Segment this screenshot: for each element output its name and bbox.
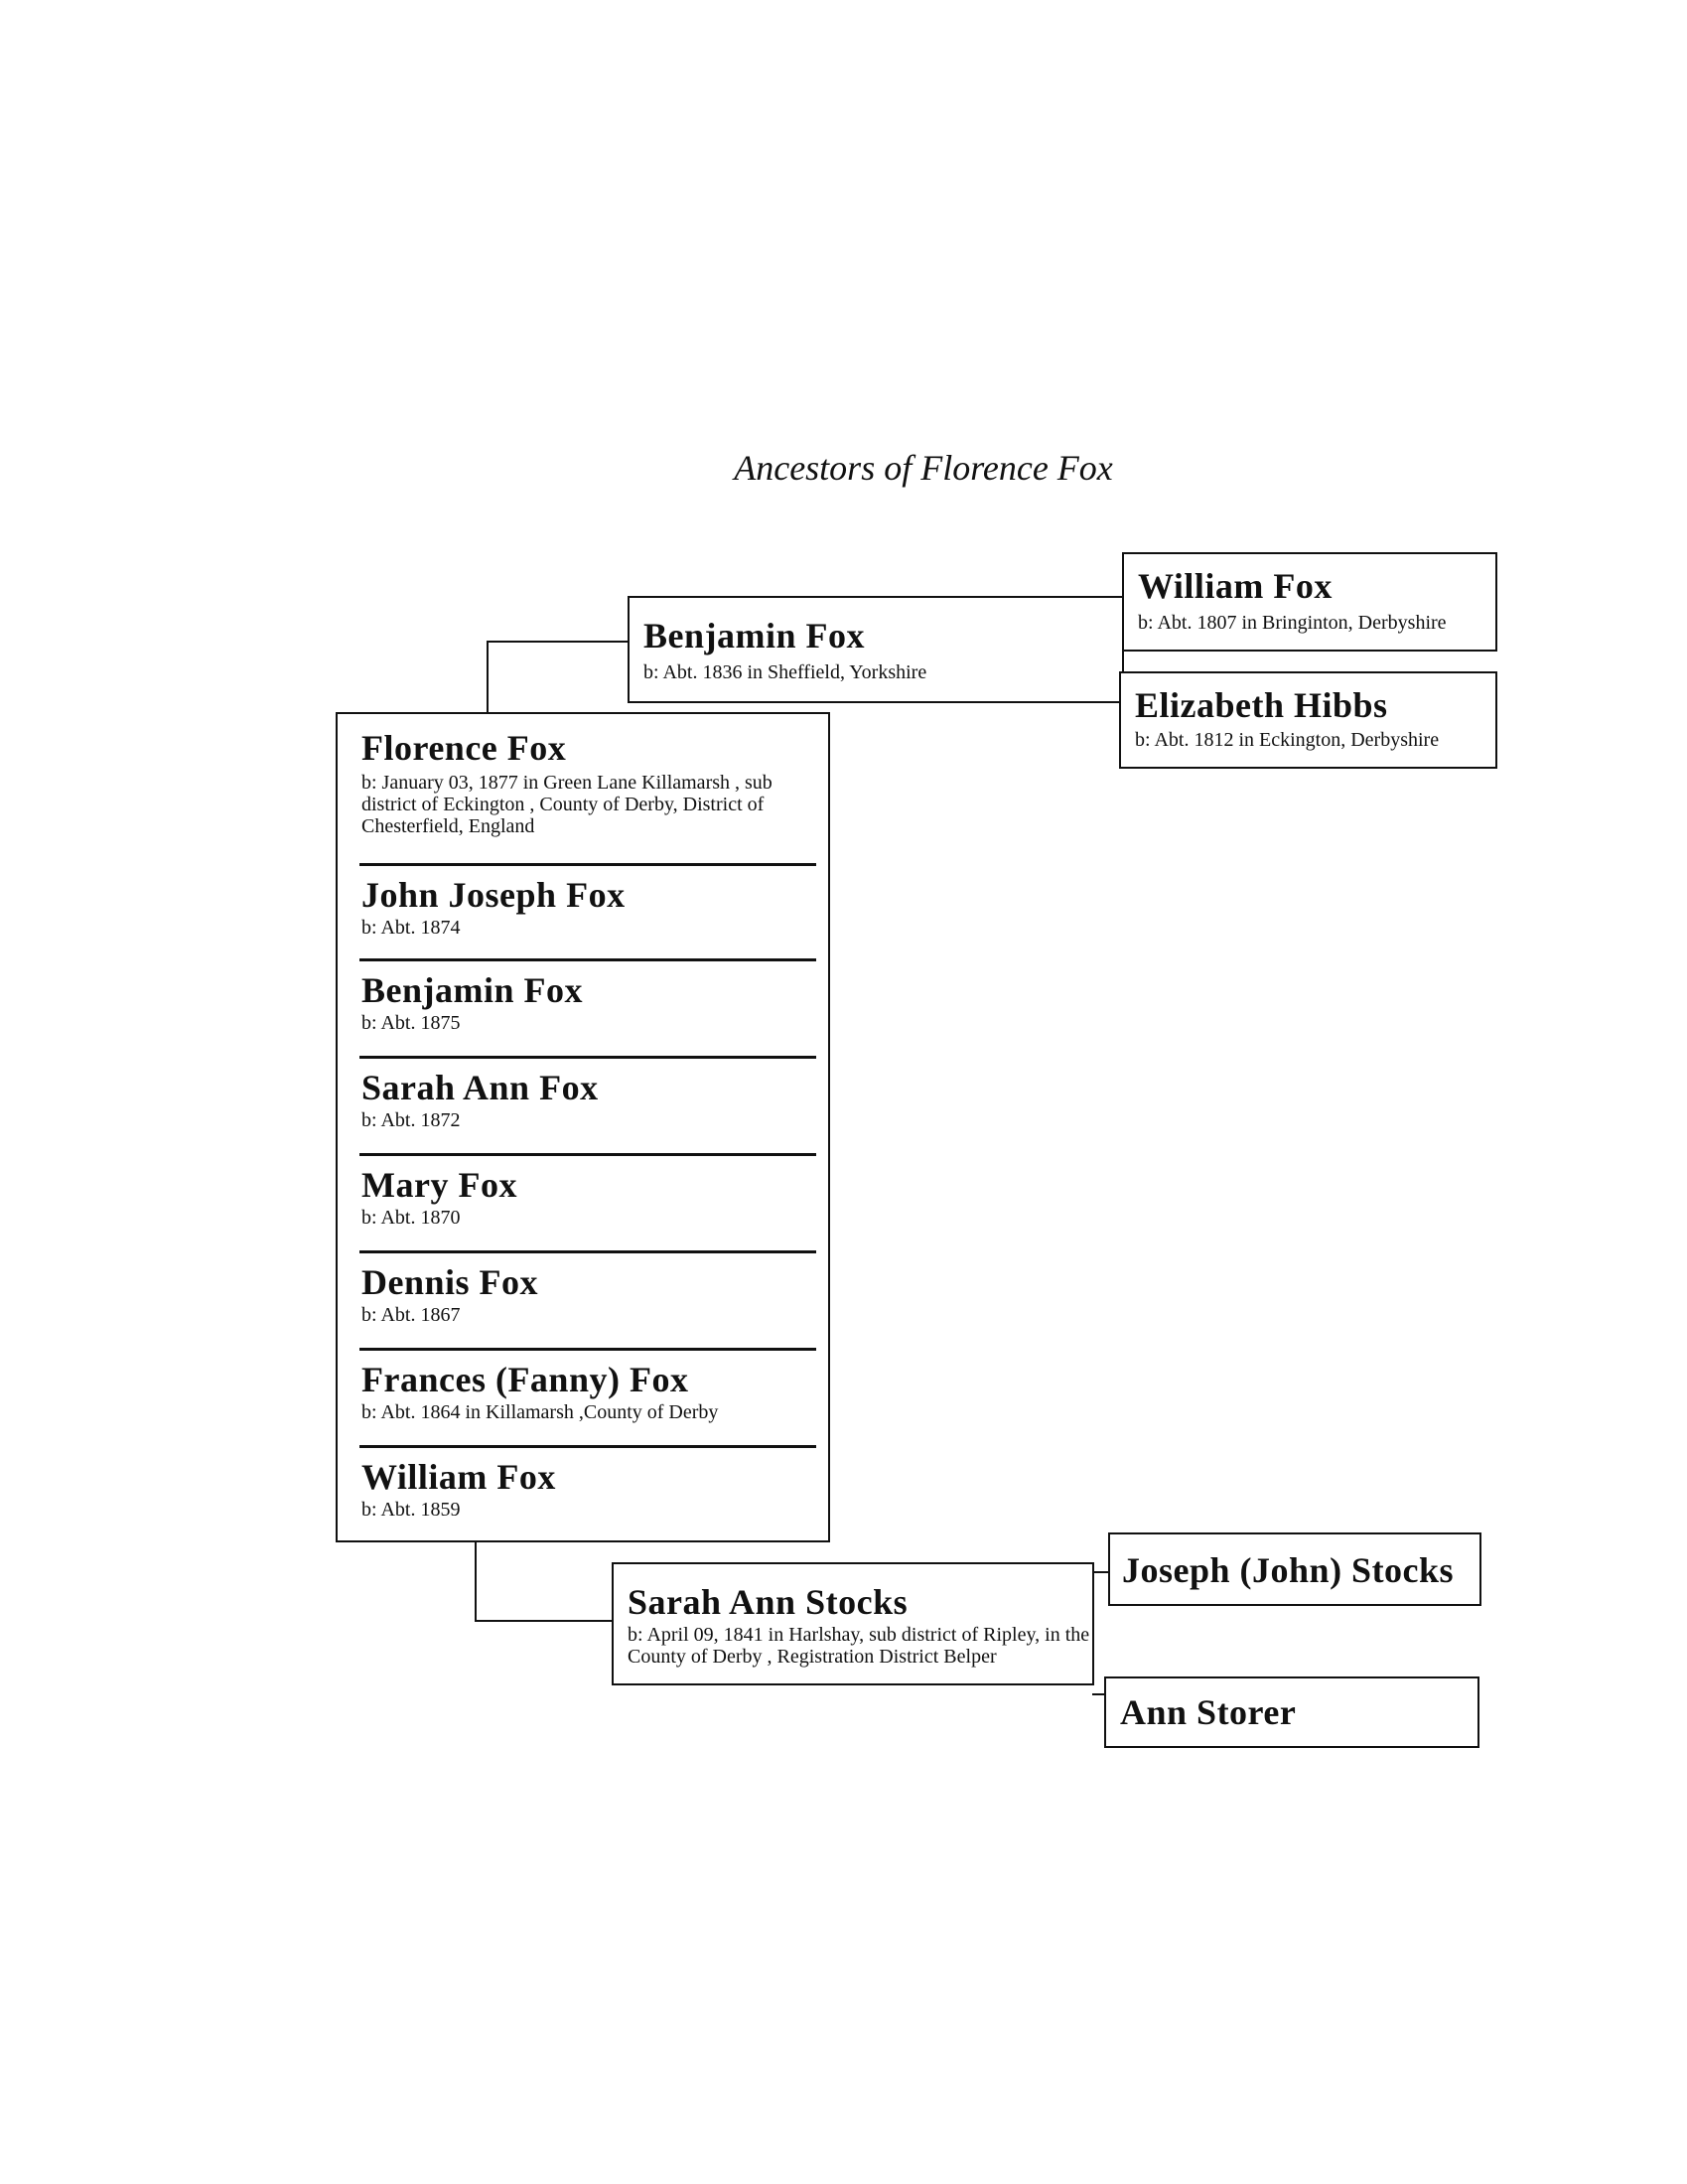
sibling-item [338, 1457, 828, 1521]
connector-father-to-subject-h [487, 641, 628, 643]
mother-name: Sarah Ann Stocks [628, 1582, 909, 1622]
sibling-item [338, 875, 828, 939]
page-title: Ancestors of Florence Fox [734, 448, 1113, 488]
paternal-grandmother-birth: b: Abt. 1812 in Eckington, Derbyshire [1135, 729, 1440, 751]
sibling-name: Frances (Fanny) Fox [361, 1360, 689, 1399]
subject-name: Florence Fox [361, 728, 567, 768]
sibling-name: Benjamin Fox [361, 970, 584, 1010]
sibling-item [338, 1165, 828, 1229]
sibling-birth: b: Abt. 1867 [361, 1304, 461, 1326]
paternal-grandmother-box [1119, 671, 1497, 769]
sibling-birth: b: Abt. 1864 in Killamarsh ,County of Derby [361, 1401, 719, 1423]
family-box [336, 712, 830, 1542]
sibling-divider [359, 958, 816, 961]
father-box [628, 596, 1124, 703]
maternal-grandmother-name: Ann Storer [1120, 1692, 1297, 1732]
connector-mother-to-subject-h [475, 1620, 614, 1622]
sibling-divider [359, 1056, 816, 1059]
paternal-grandfather-birth: b: Abt. 1807 in Bringinton, Derbyshire [1138, 612, 1447, 634]
sibling-name: Mary Fox [361, 1165, 517, 1205]
sibling-item [338, 1068, 828, 1131]
sibling-birth: b: Abt. 1870 [361, 1207, 461, 1229]
sibling-divider [359, 863, 816, 866]
sibling-name: William Fox [361, 1457, 556, 1497]
mother-box [612, 1562, 1094, 1685]
paternal-grandfather-box [1122, 552, 1497, 652]
maternal-grandfather-name: Joseph (John) Stocks [1122, 1550, 1455, 1590]
sibling-name: Dennis Fox [361, 1262, 539, 1302]
father-name: Benjamin Fox [643, 616, 866, 655]
sibling-item [338, 970, 828, 1034]
subject [338, 728, 828, 837]
sibling-name: John Joseph Fox [361, 875, 626, 915]
sibling-birth: b: Abt. 1859 [361, 1499, 461, 1521]
sibling-birth: b: Abt. 1872 [361, 1109, 461, 1131]
sibling-birth: b: Abt. 1874 [361, 917, 461, 939]
sibling-item [338, 1360, 828, 1423]
father-birth: b: Abt. 1836 in Sheffield, Yorkshire [643, 661, 927, 683]
sibling-name: Sarah Ann Fox [361, 1068, 599, 1107]
paternal-grandmother-name: Elizabeth Hibbs [1135, 685, 1388, 725]
sibling-divider [359, 1445, 816, 1448]
sibling-divider [359, 1348, 816, 1351]
maternal-grandfather-box [1108, 1532, 1481, 1606]
connector-father-to-subject-v [487, 641, 489, 712]
sibling-birth: b: Abt. 1875 [361, 1012, 461, 1034]
sibling-item [338, 1262, 828, 1326]
mother-birth: b: April 09, 1841 in Harlshay, sub district of Ripley, in the County of Derby , Registration District Belper [628, 1624, 1090, 1668]
paternal-grandfather-name: William Fox [1138, 566, 1333, 606]
maternal-grandmother-box [1104, 1676, 1479, 1748]
sibling-divider [359, 1153, 816, 1156]
subject-birth: b: January 03, 1877 in Green Lane Killamarsh , sub district of Eckington , County of Derby, District of Chesterfield, England [361, 772, 773, 837]
connector-mother-to-subject-v [475, 1539, 477, 1622]
sibling-divider [359, 1250, 816, 1253]
